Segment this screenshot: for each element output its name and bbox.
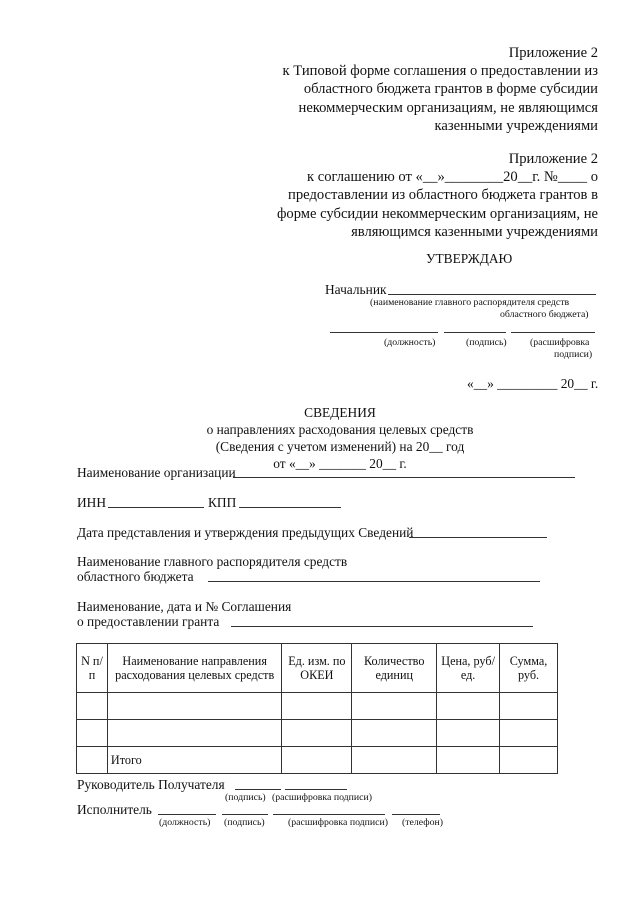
decode-line[interactable]	[511, 332, 595, 333]
chief-label: Начальник	[325, 282, 387, 297]
signature-caption: (подпись)	[466, 337, 507, 348]
table-cell[interactable]	[107, 693, 282, 720]
col-header-sum: Сумма, руб.	[500, 644, 558, 693]
head-caption-decode: (расшифровка подписи)	[272, 792, 373, 803]
annex-header-2	[218, 150, 598, 241]
agreement-label-1: Наименование, дата и № Соглашения	[77, 599, 292, 614]
kpp-label: КПП	[208, 495, 237, 510]
table-cell[interactable]	[282, 747, 352, 774]
chief-line[interactable]	[388, 294, 596, 295]
position-caption: (должность)	[384, 337, 436, 348]
table-cell[interactable]	[437, 693, 500, 720]
table-cell[interactable]	[282, 693, 352, 720]
prev-date-field[interactable]	[409, 537, 547, 538]
decode-caption-2: подписи)	[554, 349, 593, 360]
table-cell[interactable]	[500, 693, 558, 720]
table-cell[interactable]	[500, 747, 558, 774]
inn-label: ИНН	[77, 495, 107, 510]
expenditure-table	[76, 643, 558, 774]
table-cell[interactable]	[77, 720, 108, 747]
prev-date-label: Дата представления и утверждения предыдущих Сведений	[77, 525, 414, 540]
exec-signature-line[interactable]	[222, 814, 268, 815]
table-cell[interactable]	[77, 693, 108, 720]
head-caption-signature: (подпись)	[225, 792, 266, 803]
table-cell[interactable]	[437, 747, 500, 774]
title-main: СВЕДЕНИЯ	[304, 405, 376, 420]
head-label: Руководитель Получателя	[77, 777, 225, 792]
table-cell[interactable]	[352, 747, 437, 774]
exec-caption-decode: (расшифровка подписи)	[288, 817, 389, 828]
table-total-row	[77, 747, 558, 774]
inn-field[interactable]	[108, 507, 204, 508]
head-decode-line[interactable]	[285, 789, 347, 790]
exec-caption-position: (должность)	[159, 817, 211, 828]
table-cell[interactable]	[437, 720, 500, 747]
title-sub-3: от «__» _______ 20__ г.	[273, 456, 407, 471]
annex-header-1-line-5: казенными учреждениями	[434, 117, 598, 134]
approval-date: «__» _________ 20__ г.	[467, 376, 599, 391]
agreement-label-2: о предоставлении гранта	[77, 614, 220, 629]
decode-caption-1: (расшифровка	[530, 337, 590, 348]
table-cell[interactable]	[352, 720, 437, 747]
annex-header-2-line-1: Приложение 2	[508, 151, 598, 167]
table-cell[interactable]	[282, 720, 352, 747]
col-header-number: N п/п	[77, 644, 108, 693]
total-label: Итого	[107, 747, 282, 774]
annex-header-1-line-4: некоммерческим организациям, не являющимся	[298, 99, 598, 116]
col-header-unit: Ед. изм. по ОКЕИ	[282, 644, 352, 693]
annex-header-1-line-3: областного бюджета грантов в форме субсидии	[303, 81, 598, 98]
table-cell[interactable]	[352, 693, 437, 720]
chief-caption-2: областного бюджета)	[500, 309, 589, 320]
table-cell[interactable]	[500, 720, 558, 747]
table-cell[interactable]	[107, 720, 282, 747]
exec-phone-line[interactable]	[392, 814, 440, 815]
signature-line[interactable]	[444, 332, 506, 333]
grbs-label-1: Наименование главного распорядителя средств	[77, 554, 348, 569]
org-name-field[interactable]	[233, 477, 575, 478]
annex-header-1-line-2: к Типовой форме соглашения о предоставлении из	[282, 63, 598, 80]
annex-header-1-line-1: Приложение 2	[508, 45, 598, 61]
agreement-field[interactable]	[231, 626, 533, 627]
annex-header-2-line-3: предоставлении из областного бюджета грантов в	[288, 187, 598, 204]
table-cell[interactable]	[77, 747, 108, 774]
table-row	[77, 720, 558, 747]
approval-title: УТВЕРЖДАЮ	[426, 251, 513, 266]
document-title	[160, 404, 520, 472]
exec-caption-phone: (телефон)	[402, 817, 444, 828]
exec-decode-line[interactable]	[273, 814, 385, 815]
annex-header-2-line-2: к соглашению от «__»________20__г. №____ о	[307, 169, 598, 186]
exec-position-line[interactable]	[158, 814, 216, 815]
title-sub-2: (Сведения с учетом изменений) на 20__ год	[215, 439, 465, 454]
grbs-field[interactable]	[208, 581, 540, 582]
title-sub-1: о направлениях расходования целевых средств	[206, 422, 474, 437]
executor-label: Исполнитель	[77, 802, 152, 817]
annex-header-2-line-4: форме субсидии некоммерческим организациям, не	[276, 205, 598, 222]
head-signature-line[interactable]	[235, 789, 281, 790]
annex-header-1	[218, 44, 598, 135]
col-header-quantity: Количество единиц	[352, 644, 437, 693]
annex-header-2-line-5: являющимся казенными учреждениями	[351, 223, 598, 240]
org-name-label: Наименование организации	[77, 465, 236, 480]
grbs-label-2: областного бюджета	[77, 569, 194, 584]
col-header-price: Цена, руб/ед.	[437, 644, 500, 693]
table-row	[77, 693, 558, 720]
kpp-field[interactable]	[239, 507, 341, 508]
chief-caption-1: (наименование главного распорядителя средств	[370, 297, 570, 308]
position-line[interactable]	[330, 332, 438, 333]
col-header-direction: Наименование направления расходования целевых средств	[107, 644, 282, 693]
table-header-row	[77, 644, 558, 693]
exec-caption-signature: (подпись)	[224, 817, 265, 828]
